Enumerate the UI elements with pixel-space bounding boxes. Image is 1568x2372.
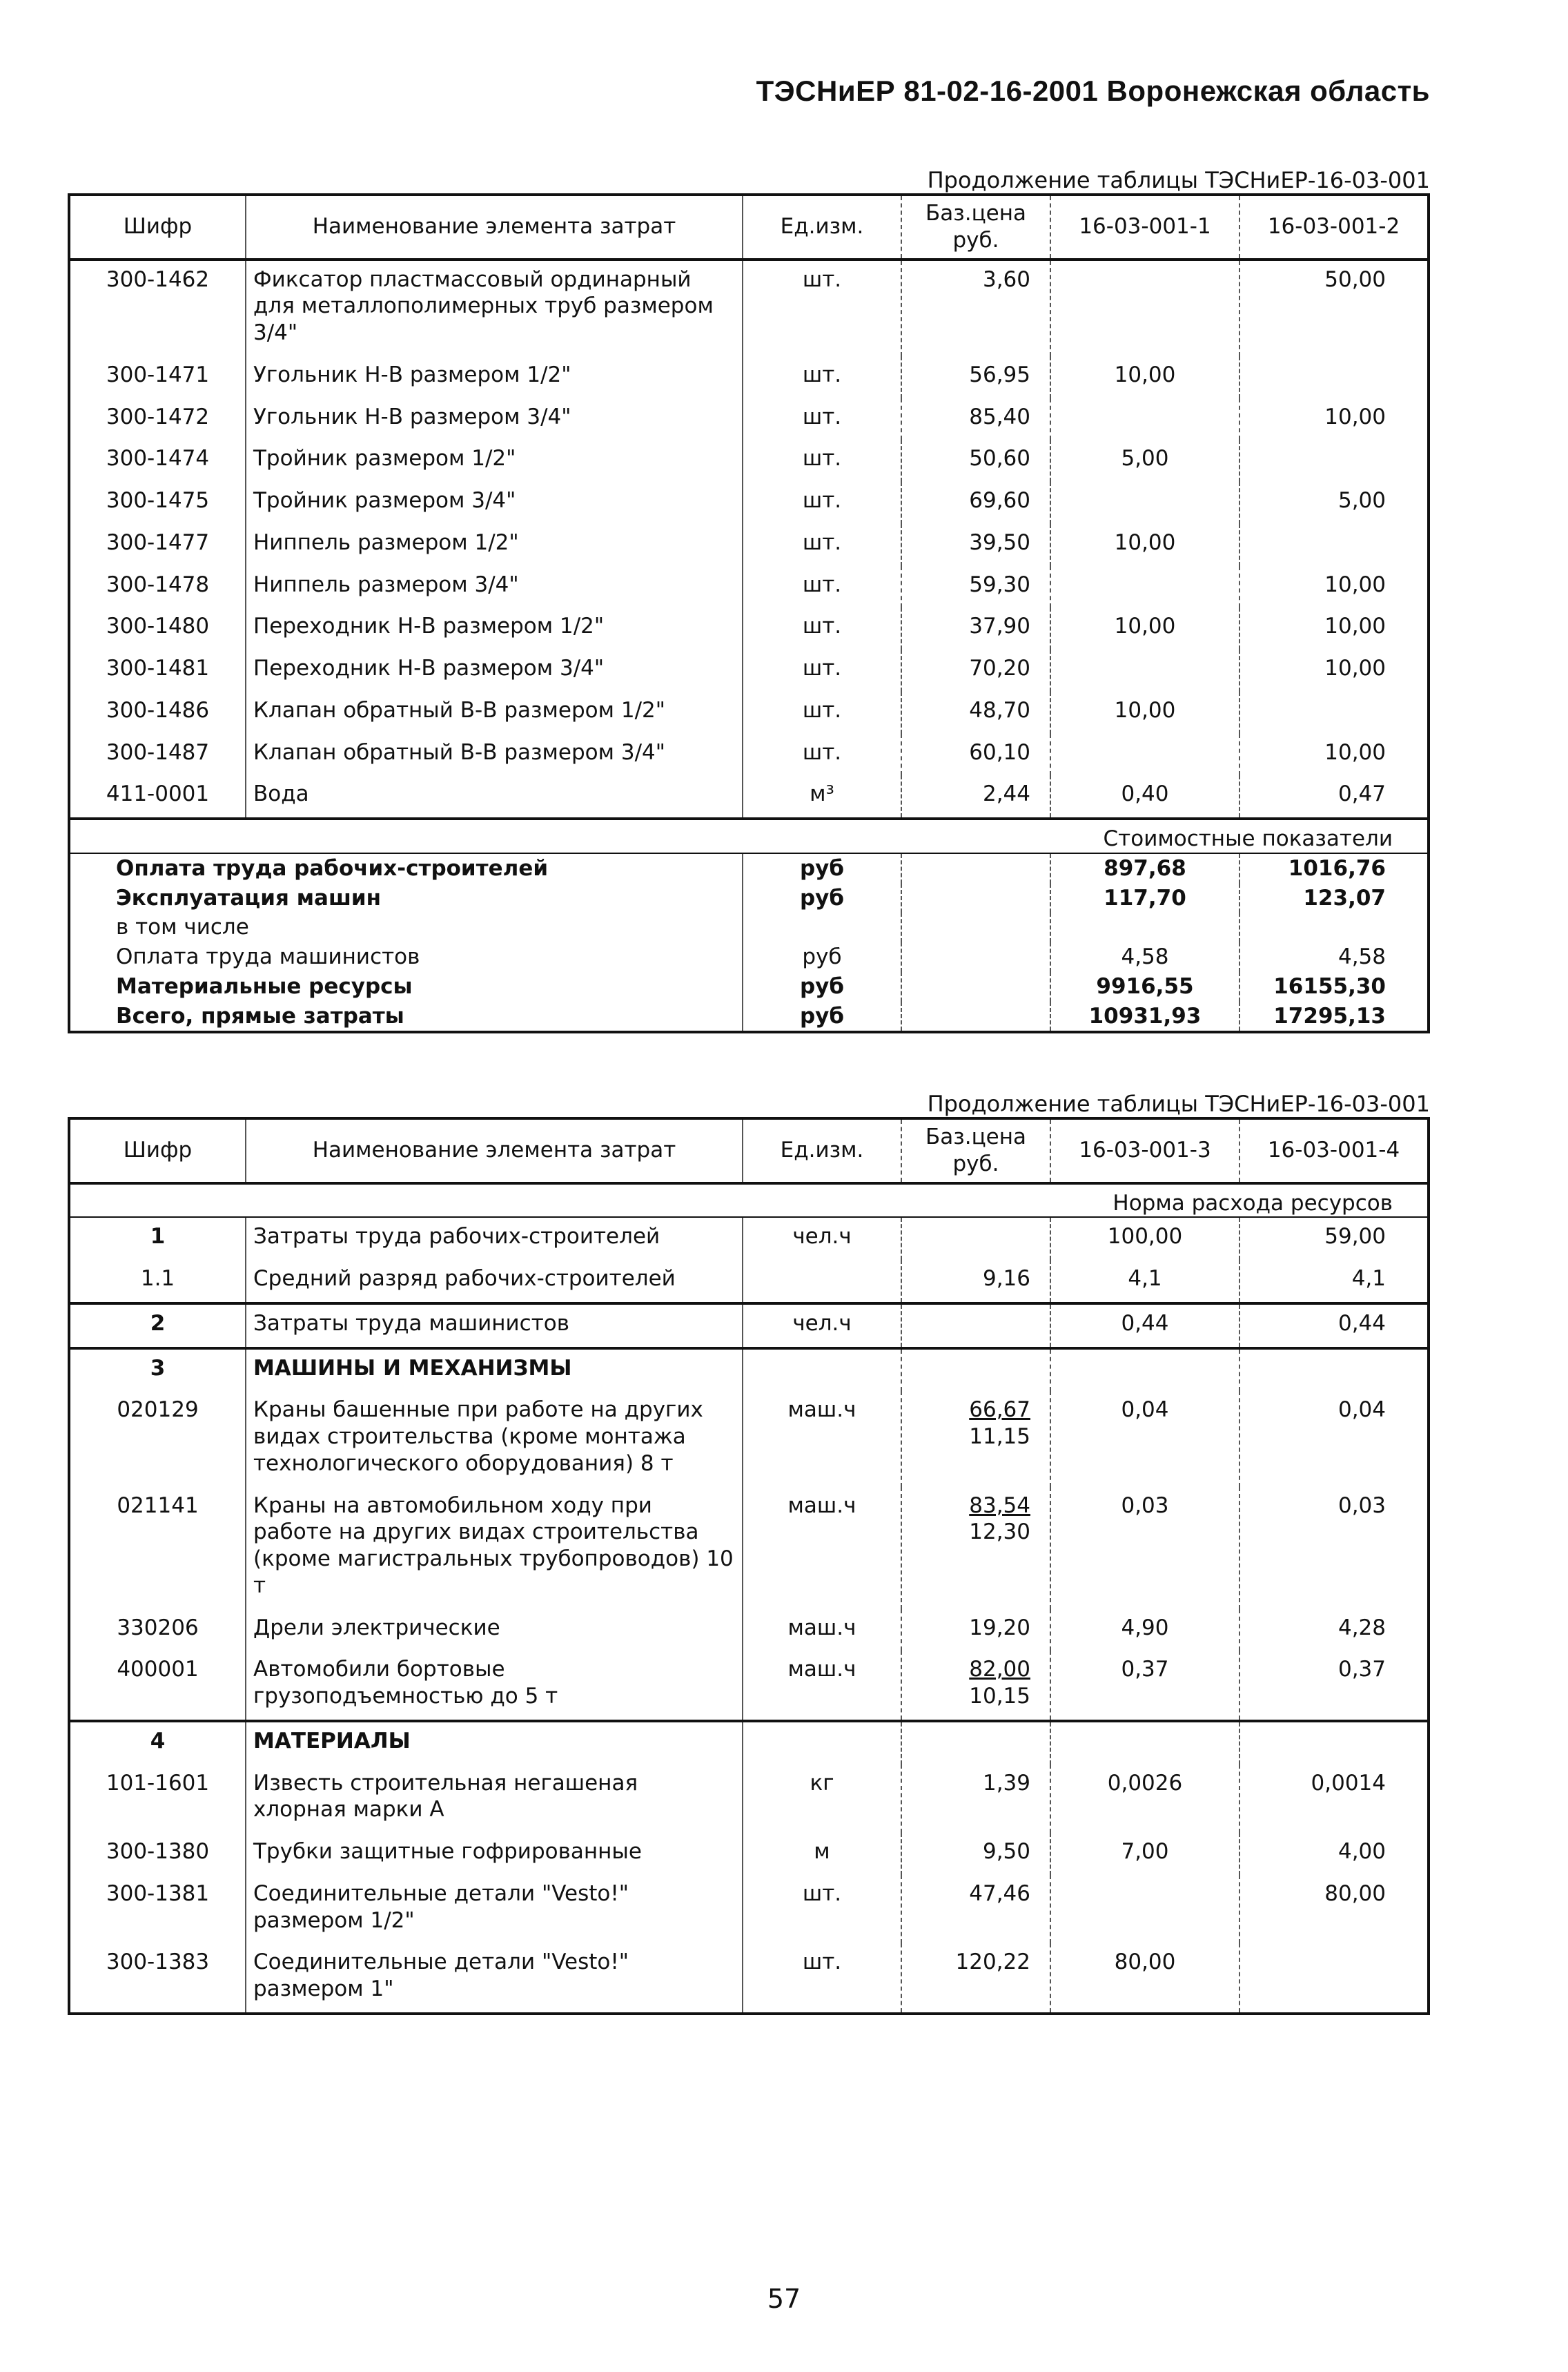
band-label: Стоимостные показатели [69, 819, 1429, 853]
cell-price [901, 1303, 1050, 1348]
col-header-variant-2: 16-03-001-2 [1239, 195, 1429, 260]
cell-unit: маш.ч [743, 1391, 901, 1486]
table-row [69, 607, 1429, 650]
cell-code: 300-1380 [106, 1839, 210, 1864]
table1-header-row [69, 195, 1429, 260]
cell-variant-2: 10,00 [1239, 734, 1429, 776]
page-number: 57 [767, 2284, 801, 2314]
cell-name: Соединительные детали "Vesto!" размером 1/2" [246, 1875, 743, 1944]
cell-name: МАШИНЫ И МЕХАНИЗМЫ [246, 1348, 743, 1392]
cell-price: 1,39 [901, 1765, 1050, 1834]
summary-price-empty [901, 884, 1050, 913]
cell-code: 300-1474 [106, 446, 210, 472]
summary-row [69, 1002, 1429, 1033]
table2-caption: Продолжение таблицы ТЭСНиЕР-16-03-001 [927, 1091, 1430, 1117]
cell-unit: чел.ч [743, 1217, 901, 1260]
summary-variant-2: 1016,76 [1239, 853, 1429, 884]
cell-variant-1: 0,40 [1050, 775, 1239, 819]
cell-variant-4: 0,0014 [1239, 1765, 1429, 1834]
cell-name: Средний разряд рабочих-строителей [246, 1260, 743, 1303]
cell-code: 2 [69, 1303, 246, 1348]
cell-variant-4: 4,00 [1239, 1833, 1429, 1875]
summary-unit: руб [743, 884, 901, 913]
col-header-variant-3: 16-03-001-3 [1050, 1118, 1239, 1183]
cell-unit: шт. [743, 566, 901, 608]
summary-unit: руб [743, 942, 901, 972]
cell-price [901, 1348, 1050, 1392]
section-row [69, 1721, 1429, 1765]
col-header-name: Наименование элемента затрат [246, 195, 743, 260]
summary-price-empty [901, 853, 1050, 884]
cell-price: 120,22 [901, 1943, 1050, 2014]
cell-code: 300-1471 [106, 362, 210, 387]
cell-unit: шт. [743, 607, 901, 650]
cell-variant-1: 10,00 [1050, 356, 1239, 398]
cell-price: 50,60 [901, 440, 1050, 482]
table-row [69, 260, 1429, 356]
summary-variant-1: 897,68 [1050, 853, 1239, 884]
cell-price: 85,40 [901, 398, 1050, 440]
cell-unit: шт. [743, 440, 901, 482]
cell-code: 300-1472 [106, 404, 210, 429]
cell-code: 300-1487 [106, 739, 210, 765]
cell-unit: м [743, 1833, 901, 1875]
cell-name: Тройник размером 1/2" [246, 440, 743, 482]
cell-name: Затраты труда рабочих-строителей [246, 1217, 743, 1260]
cell-price: 70,20 [901, 650, 1050, 692]
cell-variant-3: 100,00 [1050, 1217, 1239, 1260]
summary-label: Материальные ресурсы [116, 973, 413, 999]
cell-unit: шт. [743, 482, 901, 524]
resource-table-2 [68, 1117, 1430, 2015]
table-row [69, 1833, 1429, 1875]
cell-unit: шт. [743, 524, 901, 566]
cell-variant-1 [1050, 734, 1239, 776]
table-row [69, 356, 1429, 398]
summary-variant-1: 10931,93 [1050, 1002, 1239, 1033]
summary-variant-1 [1050, 913, 1239, 942]
summary-variant-2: 16155,30 [1239, 972, 1429, 1002]
price-operator-wage: 10,15 [969, 1684, 1030, 1709]
cell-unit: шт. [743, 734, 901, 776]
cell-variant-1: 10,00 [1050, 524, 1239, 566]
cell-variant-2: 10,00 [1239, 607, 1429, 650]
cell-variant-4: 59,00 [1239, 1217, 1429, 1260]
cell-name: Затраты труда машинистов [246, 1303, 743, 1348]
col-header-variant-4: 16-03-001-4 [1239, 1118, 1429, 1183]
summary-price-empty [901, 942, 1050, 972]
cell-price: 2,44 [901, 775, 1050, 819]
table-row [69, 1391, 1429, 1486]
cell-code: 300-1381 [106, 1880, 210, 1906]
cell-variant-2: 5,00 [1239, 482, 1429, 524]
cell-code: 300-1480 [106, 614, 210, 639]
cell-unit: шт. [743, 692, 901, 734]
table-row [69, 692, 1429, 734]
cell-variant-3: 0,44 [1050, 1303, 1239, 1348]
cell-variant-3 [1050, 1875, 1239, 1944]
col-header-name: Наименование элемента затрат [246, 1118, 743, 1183]
cell-variant-1 [1050, 398, 1239, 440]
summary-unit [743, 913, 901, 942]
cell-name: Краны башенные при работе на других видах строительства (кроме монтажа технологического оборудования) 8 т [246, 1391, 743, 1486]
cell-variant-1 [1050, 650, 1239, 692]
summary-label: Эксплуатация машин [116, 885, 382, 911]
cell-code: 021141 [117, 1493, 199, 1518]
cell-variant-4: 4,28 [1239, 1609, 1429, 1651]
cell-variant-4: 80,00 [1239, 1875, 1429, 1944]
table-row [69, 1943, 1429, 2014]
cell-variant-1 [1050, 566, 1239, 608]
cell-variant-3: 80,00 [1050, 1943, 1239, 2014]
cell-price [901, 1721, 1050, 1765]
cell-name: Ниппель размером 1/2" [246, 524, 743, 566]
cell-price: 9,50 [901, 1833, 1050, 1875]
cell-variant-3: 0,03 [1050, 1487, 1239, 1609]
col-header-variant-1: 16-03-001-1 [1050, 195, 1239, 260]
cell-name: Клапан обратный В-В размером 3/4" [246, 734, 743, 776]
table-row [69, 440, 1429, 482]
cell-name: Клапан обратный В-В размером 1/2" [246, 692, 743, 734]
cell-name: Тройник размером 3/4" [246, 482, 743, 524]
summary-price-empty [901, 913, 1050, 942]
table-row [69, 1609, 1429, 1651]
cell-name: Угольник Н-В размером 1/2" [246, 356, 743, 398]
cell-name: Краны на автомобильном ходу при работе на других видах строительства (кроме магистральных трубопроводов) 10 т [246, 1487, 743, 1609]
price-machine: 82,00 [969, 1657, 1030, 1682]
summary-variant-1: 117,70 [1050, 884, 1239, 913]
cell-variant-4 [1239, 1943, 1429, 2014]
cell-name: Угольник Н-В размером 3/4" [246, 398, 743, 440]
summary-price-empty [901, 972, 1050, 1002]
cell-variant-4 [1239, 1721, 1429, 1765]
summary-unit: руб [743, 1002, 901, 1033]
summary-unit: руб [743, 853, 901, 884]
resource-table-1 [68, 193, 1430, 1033]
summary-row [69, 884, 1429, 913]
cell-price [901, 1217, 1050, 1260]
cell-variant-3: 0,04 [1050, 1391, 1239, 1486]
cell-variant-3: 0,37 [1050, 1651, 1239, 1721]
summary-label: Оплата труда рабочих-строителей [116, 855, 549, 881]
cell-code: 020129 [117, 1397, 199, 1423]
col-header-unit: Ед.изм. [743, 195, 901, 260]
cell-unit: шт. [743, 398, 901, 440]
cell-variant-4: 0,37 [1239, 1651, 1429, 1721]
cell-price: 19,20 [901, 1609, 1050, 1651]
table-row [69, 1651, 1429, 1721]
cell-price: 37,90 [901, 607, 1050, 650]
cell-name: МАТЕРИАЛЫ [246, 1721, 743, 1765]
summary-variant-1: 4,58 [1050, 942, 1239, 972]
col-header-code: Шифр [69, 195, 246, 260]
cell-code: 411-0001 [106, 781, 210, 807]
cell-variant-3: 0,0026 [1050, 1765, 1239, 1834]
summary-variant-2: 17295,13 [1239, 1002, 1429, 1033]
summary-row [69, 972, 1429, 1002]
cell-variant-3: 4,90 [1050, 1609, 1239, 1651]
cell-name: Известь строительная негашеная хлорная марки А [246, 1765, 743, 1834]
cell-variant-3 [1050, 1721, 1239, 1765]
resource-norms-band [69, 1183, 1429, 1218]
cell-price: 69,60 [901, 482, 1050, 524]
cell-variant-2: 10,00 [1239, 650, 1429, 692]
cell-name: Переходник Н-В размером 3/4" [246, 650, 743, 692]
table-row [69, 566, 1429, 608]
price-operator-wage: 12,30 [969, 1519, 1030, 1545]
table-row [69, 398, 1429, 440]
table-row [69, 734, 1429, 776]
table2-header-row [69, 1118, 1429, 1183]
cell-name: Вода [246, 775, 743, 819]
table1-caption: Продолжение таблицы ТЭСНиЕР-16-03-001 [927, 167, 1430, 193]
cell-unit: шт. [743, 260, 901, 356]
cell-code: 300-1481 [106, 656, 210, 681]
cell-variant-1 [1050, 482, 1239, 524]
cell-code: 300-1478 [106, 572, 210, 597]
summary-unit: руб [743, 972, 901, 1002]
cell-price: 3,60 [901, 260, 1050, 356]
cell-price: 48,70 [901, 692, 1050, 734]
col-header-unit: Ед.изм. [743, 1118, 901, 1183]
cell-variant-4: 0,03 [1239, 1487, 1429, 1609]
col-header-price: Баз.цена руб. [901, 195, 1050, 260]
cell-code: 300-1383 [106, 1950, 210, 1975]
cell-unit: шт. [743, 356, 901, 398]
cell-name: Переходник Н-В размером 1/2" [246, 607, 743, 650]
summary-variant-1: 9916,55 [1050, 972, 1239, 1002]
cell-name: Ниппель размером 3/4" [246, 566, 743, 608]
cell-unit: шт. [743, 1943, 901, 2014]
cell-variant-2 [1239, 524, 1429, 566]
cell-name: Трубки защитные гофрированные [246, 1833, 743, 1875]
col-header-price: Баз.цена руб. [901, 1118, 1050, 1183]
cell-variant-1: 10,00 [1050, 692, 1239, 734]
cell-name: Соединительные детали "Vesto!" размером 1" [246, 1943, 743, 2014]
cell-unit: шт. [743, 650, 901, 692]
cell-price: 60,10 [901, 734, 1050, 776]
cell-variant-1: 10,00 [1050, 607, 1239, 650]
cell-unit [743, 1721, 901, 1765]
summary-label: Всего, прямые затраты [116, 1003, 404, 1029]
cell-unit [743, 1260, 901, 1303]
cell-code: 300-1486 [106, 697, 210, 723]
cell-name: Фиксатор пластмассовый ординарный для металлополимерных труб размером 3/4" [246, 260, 743, 356]
cost-indicators-band [69, 819, 1429, 853]
cell-code: 101-1601 [106, 1770, 210, 1796]
cell-unit: маш.ч [743, 1609, 901, 1651]
summary-label: в том числе [116, 915, 249, 940]
cell-variant-2: 10,00 [1239, 398, 1429, 440]
table-row [69, 524, 1429, 566]
cell-code: 4 [69, 1721, 246, 1765]
cell-unit: шт. [743, 1875, 901, 1944]
summary-price-empty [901, 1002, 1050, 1033]
cell-code: 300-1462 [106, 266, 210, 292]
col-header-code: Шифр [69, 1118, 246, 1183]
band-label: Норма расхода ресурсов [69, 1183, 1429, 1218]
summary-row [69, 913, 1429, 942]
section-row [69, 1217, 1429, 1260]
cell-variant-1 [1050, 260, 1239, 356]
cell-variant-4 [1239, 1348, 1429, 1392]
cell-price: 59,30 [901, 566, 1050, 608]
summary-row [69, 942, 1429, 972]
price-machine: 83,54 [969, 1493, 1030, 1518]
summary-row [69, 853, 1429, 884]
table-row [69, 1487, 1429, 1609]
cell-variant-2: 50,00 [1239, 260, 1429, 356]
cell-unit: чел.ч [743, 1303, 901, 1348]
table-row [69, 482, 1429, 524]
cell-variant-3: 7,00 [1050, 1833, 1239, 1875]
cell-price: 47,46 [901, 1875, 1050, 1944]
cell-price [901, 1651, 1050, 1721]
cell-unit: кг [743, 1765, 901, 1834]
cell-price: 39,50 [901, 524, 1050, 566]
cell-code: 330206 [117, 1615, 199, 1640]
cell-variant-4: 0,44 [1239, 1303, 1429, 1348]
cell-variant-4: 4,1 [1239, 1260, 1429, 1303]
summary-variant-2: 123,07 [1239, 884, 1429, 913]
cell-price [901, 1487, 1050, 1609]
table-row [69, 775, 1429, 819]
cell-code: 1.1 [140, 1266, 175, 1291]
table-row [69, 1260, 1429, 1303]
cell-unit: маш.ч [743, 1487, 901, 1609]
cell-unit: м³ [743, 775, 901, 819]
cell-code: 300-1475 [106, 488, 210, 513]
summary-variant-2 [1239, 913, 1429, 942]
cell-variant-3: 4,1 [1050, 1260, 1239, 1303]
table-row [69, 650, 1429, 692]
summary-label: Оплата труда машинистов [116, 944, 420, 969]
cell-variant-2 [1239, 356, 1429, 398]
cell-variant-4: 0,04 [1239, 1391, 1429, 1486]
cell-variant-2 [1239, 692, 1429, 734]
cell-name: Автомобили бортовые грузоподъемностью до 5 т [246, 1651, 743, 1721]
table-row [69, 1765, 1429, 1834]
cell-variant-2 [1239, 440, 1429, 482]
section-row [69, 1303, 1429, 1348]
cell-price: 56,95 [901, 356, 1050, 398]
cell-code: 400001 [117, 1657, 199, 1682]
cell-variant-1: 5,00 [1050, 440, 1239, 482]
cell-code: 3 [69, 1348, 246, 1392]
cell-price [901, 1391, 1050, 1486]
cell-variant-2: 0,47 [1239, 775, 1429, 819]
cell-variant-3 [1050, 1348, 1239, 1392]
cell-variant-2: 10,00 [1239, 566, 1429, 608]
cell-unit: маш.ч [743, 1651, 901, 1721]
cell-unit [743, 1348, 901, 1392]
price-operator-wage: 11,15 [969, 1424, 1030, 1449]
cell-name: Дрели электрические [246, 1609, 743, 1651]
table-row [69, 1875, 1429, 1944]
document-header-title: ТЭСНиЕР 81-02-16-2001 Воронежская область [756, 75, 1430, 107]
cell-code: 1 [150, 1224, 166, 1250]
cell-code: 300-1477 [106, 529, 210, 555]
cell-price: 9,16 [901, 1260, 1050, 1303]
section-row [69, 1348, 1429, 1392]
summary-variant-2: 4,58 [1239, 942, 1429, 972]
price-machine: 66,67 [969, 1397, 1030, 1423]
